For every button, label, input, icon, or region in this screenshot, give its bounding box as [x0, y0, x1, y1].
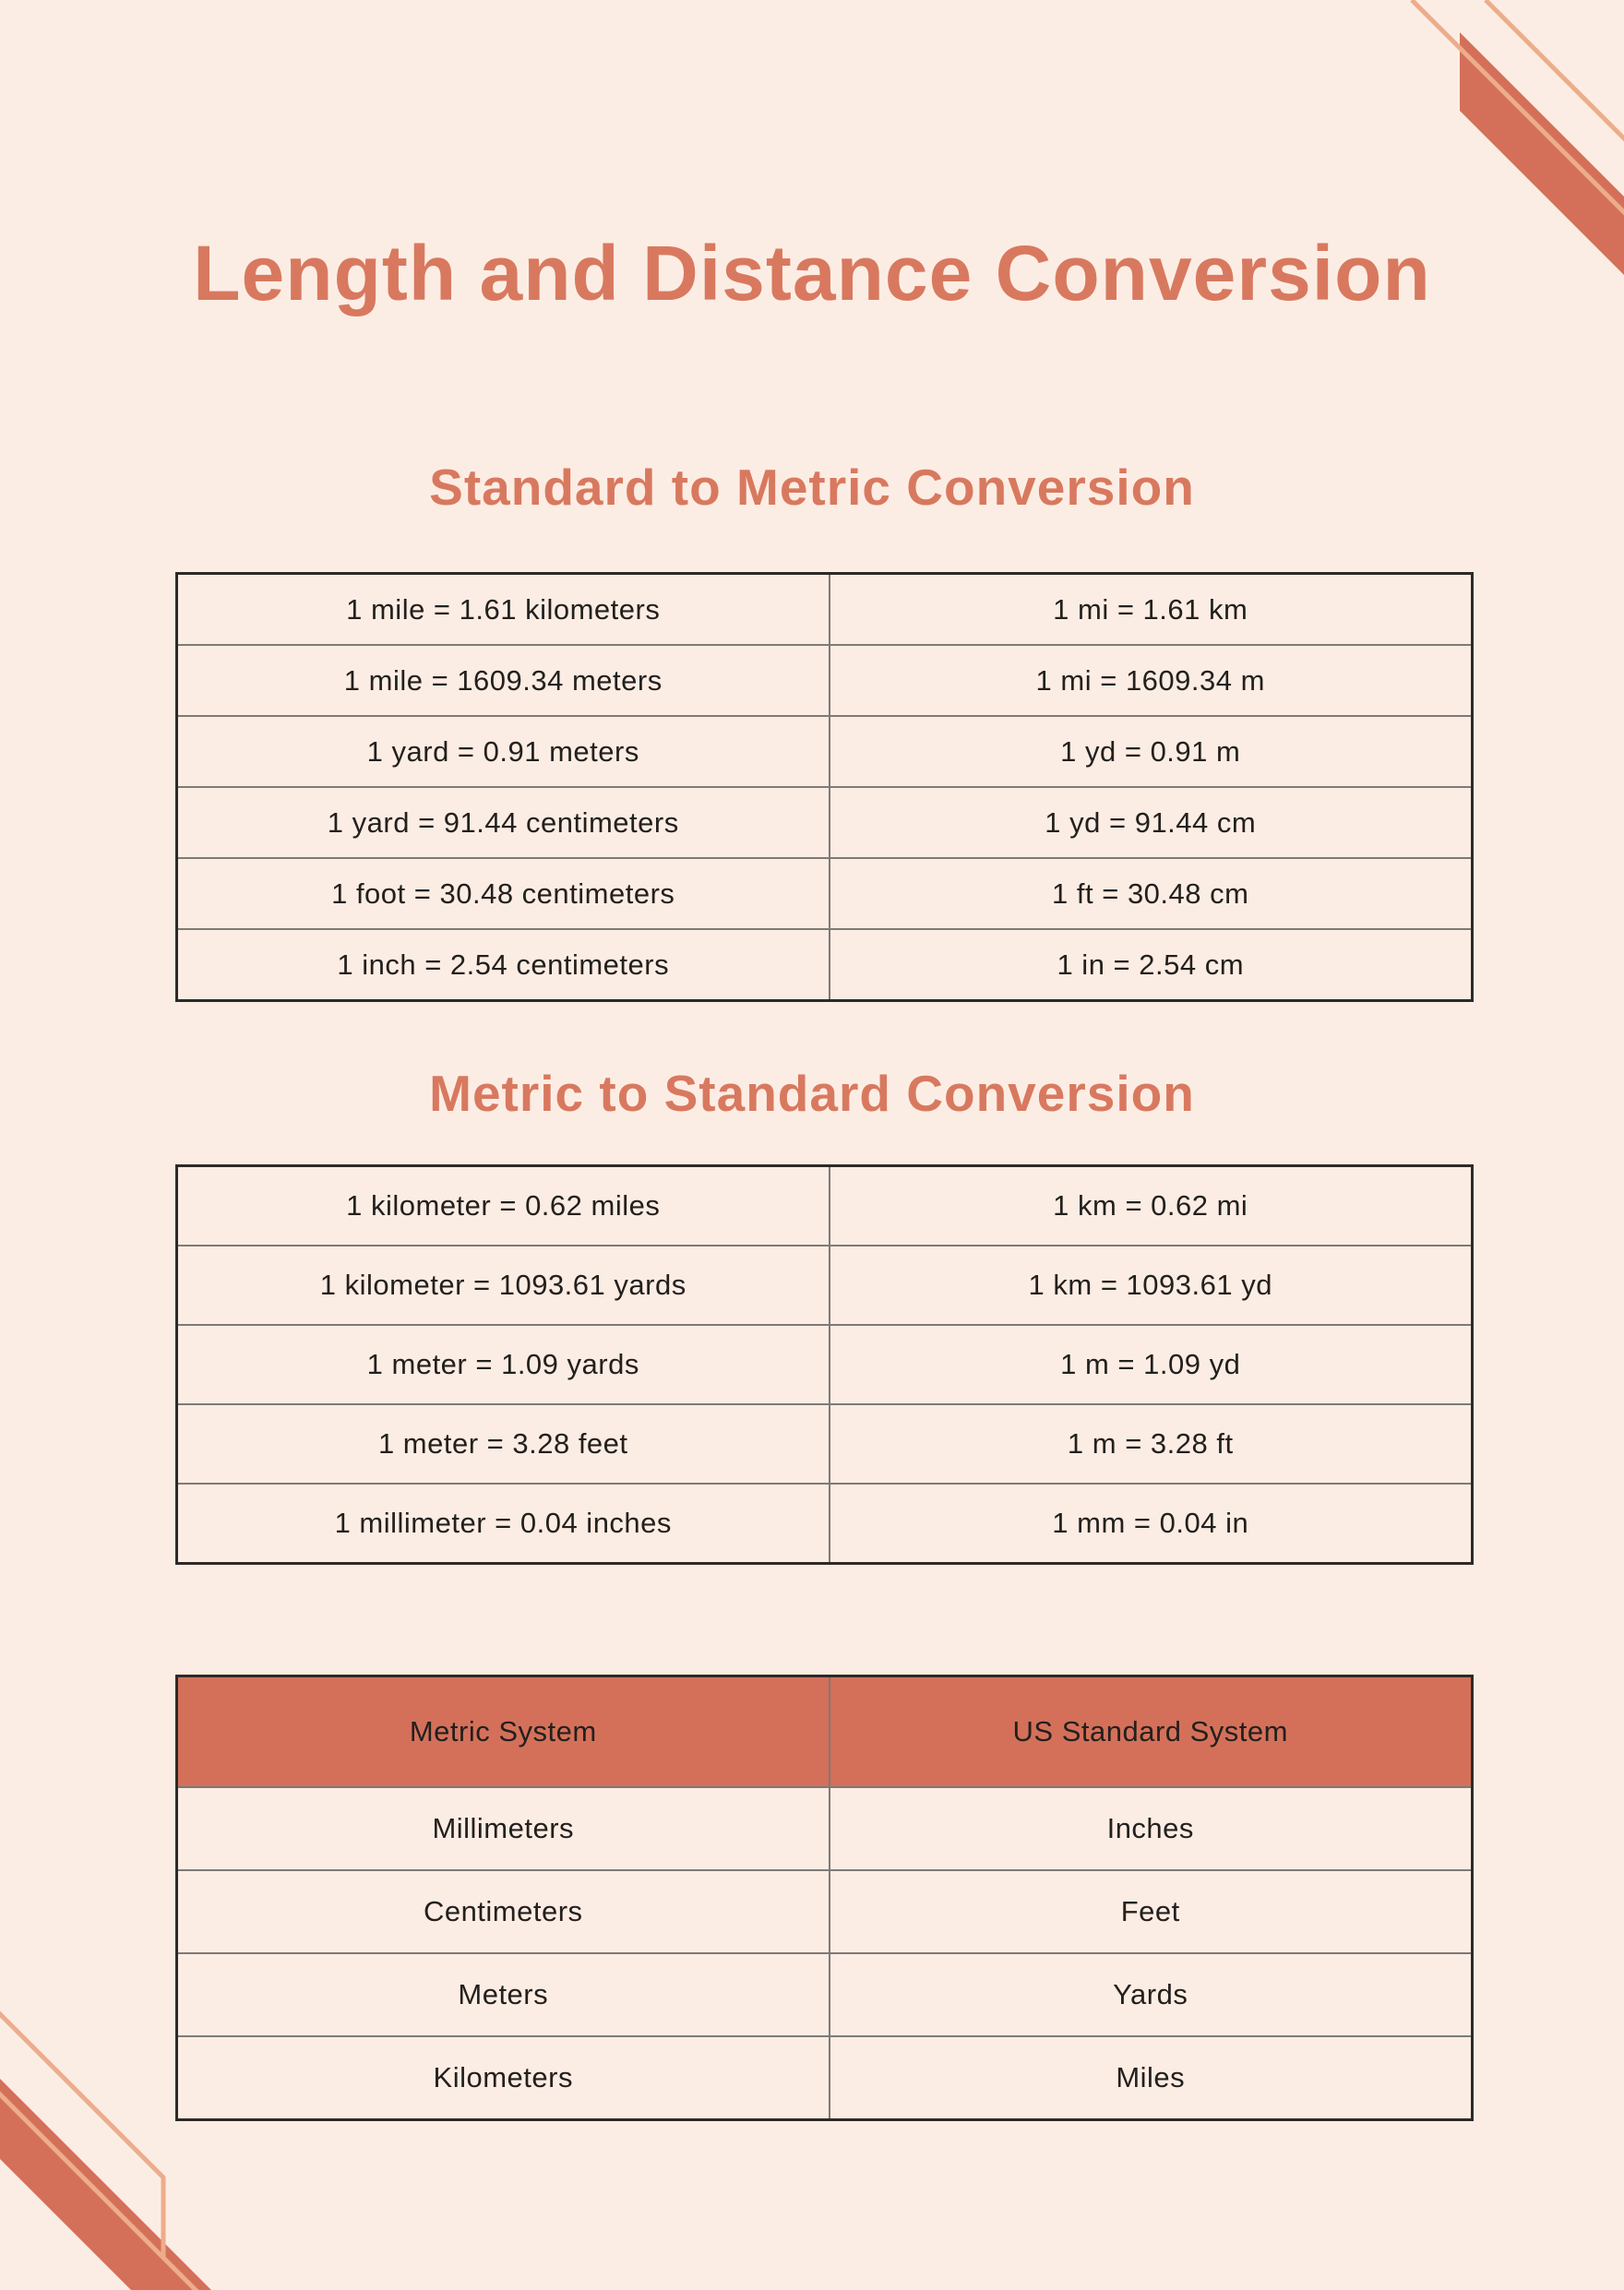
us-unit: Yards — [830, 1953, 1473, 2036]
conversion-long: 1 kilometer = 1093.61 yards — [177, 1246, 830, 1325]
table-row — [177, 858, 1473, 929]
table-row — [177, 787, 1473, 858]
standard-to-metric-table — [175, 572, 1474, 1002]
table-row — [177, 1484, 1473, 1564]
table-row — [177, 2036, 1473, 2120]
metric-unit: Millimeters — [177, 1787, 830, 1870]
us-unit: Miles — [830, 2036, 1473, 2120]
metric-unit: Kilometers — [177, 2036, 830, 2120]
conversion-long: 1 yard = 0.91 meters — [177, 716, 830, 787]
conversion-long: 1 mile = 1609.34 meters — [177, 645, 830, 716]
conversion-short: 1 m = 3.28 ft — [830, 1404, 1473, 1484]
conversion-long: 1 mile = 1.61 kilometers — [177, 574, 830, 646]
conversion-short: 1 m = 1.09 yd — [830, 1325, 1473, 1404]
table-row — [177, 574, 1473, 646]
conversion-short: 1 mi = 1609.34 m — [830, 645, 1473, 716]
table-row — [177, 1325, 1473, 1404]
table-row — [177, 1787, 1473, 1870]
section-heading-standard-to-metric: Standard to Metric Conversion — [429, 459, 1195, 516]
conversion-short: 1 km = 1093.61 yd — [830, 1246, 1473, 1325]
table-row — [177, 1870, 1473, 1953]
table-row — [177, 716, 1473, 787]
table-row — [177, 929, 1473, 1001]
conversion-long: 1 millimeter = 0.04 inches — [177, 1484, 830, 1564]
system-comparison-table — [175, 1675, 1474, 2121]
page-title: Length and Distance Conversion — [193, 230, 1431, 316]
metric-unit: Meters — [177, 1953, 830, 2036]
conversion-short: 1 ft = 30.48 cm — [830, 858, 1473, 929]
conversion-short: 1 yd = 91.44 cm — [830, 787, 1473, 858]
conversion-short: 1 mm = 0.04 in — [830, 1484, 1473, 1564]
metric-system-header: Metric System — [177, 1676, 830, 1788]
section-heading-metric-to-standard: Metric to Standard Conversion — [429, 1065, 1195, 1122]
conversion-short: 1 in = 2.54 cm — [830, 929, 1473, 1001]
us-standard-header: US Standard System — [830, 1676, 1473, 1788]
conversion-long: 1 yard = 91.44 centimeters — [177, 787, 830, 858]
table-row — [177, 1404, 1473, 1484]
conversion-long: 1 inch = 2.54 centimeters — [177, 929, 830, 1001]
table-row — [177, 1166, 1473, 1246]
conversion-long: 1 kilometer = 0.62 miles — [177, 1166, 830, 1246]
conversion-short: 1 yd = 0.91 m — [830, 716, 1473, 787]
table-row — [177, 1953, 1473, 2036]
table-row — [177, 1246, 1473, 1325]
conversion-short: 1 mi = 1.61 km — [830, 574, 1473, 646]
conversion-short: 1 km = 0.62 mi — [830, 1166, 1473, 1246]
conversion-long: 1 meter = 3.28 feet — [177, 1404, 830, 1484]
conversion-long: 1 meter = 1.09 yards — [177, 1325, 830, 1404]
table-row — [177, 645, 1473, 716]
table-header-row — [177, 1676, 1473, 1788]
metric-unit: Centimeters — [177, 1870, 830, 1953]
conversion-long: 1 foot = 30.48 centimeters — [177, 858, 830, 929]
us-unit: Inches — [830, 1787, 1473, 1870]
metric-to-standard-table — [175, 1164, 1474, 1565]
us-unit: Feet — [830, 1870, 1473, 1953]
